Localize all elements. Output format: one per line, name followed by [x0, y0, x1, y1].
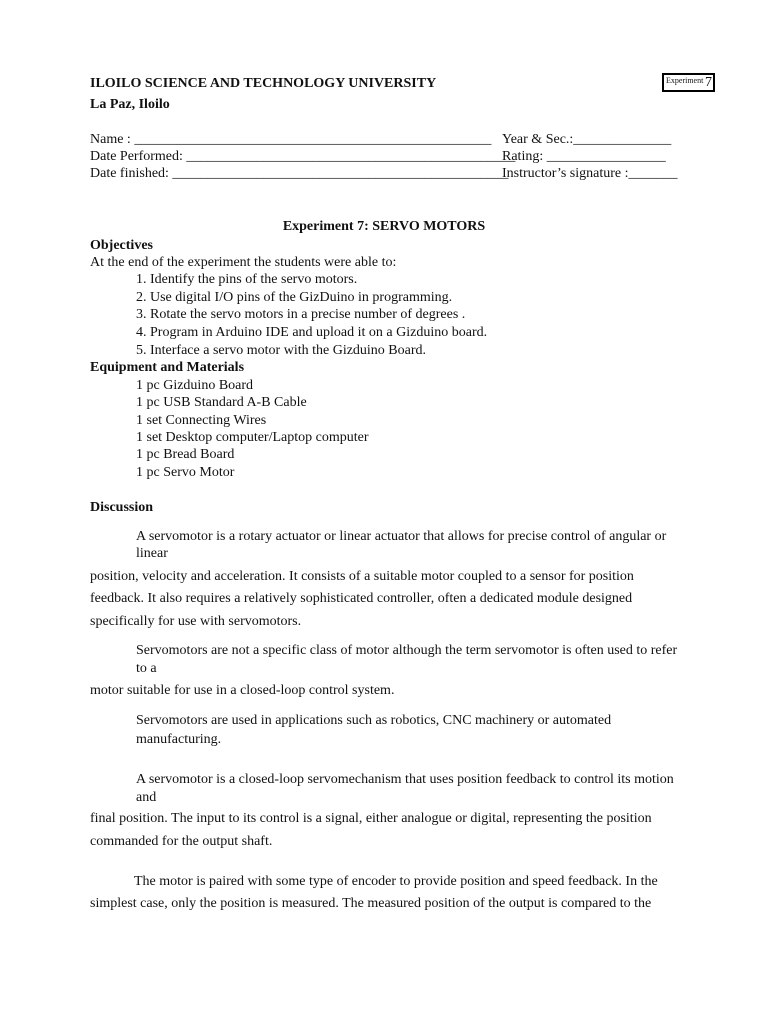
university-location: La Paz, Iloilo [90, 97, 170, 112]
equipment-item: 1 pc USB Standard A-B Cable [136, 395, 307, 410]
discussion-p3-line: Servomotors are used in applications such as robotics, CNC machinery or automated [136, 713, 612, 728]
discussion-p4-line: A servomotor is a closed-loop servomechanism that uses position feedback to control its motion [136, 772, 674, 787]
objective-item: 2. Use digital I/O pins of the GizDuino in programming. [136, 290, 453, 305]
objective-item: 4. Program in Arduino IDE and upload it on a Gizduino board. [136, 325, 488, 340]
discussion-p2-line: to a [136, 661, 157, 676]
rating-field: Rating: _________________ [502, 149, 666, 164]
discussion-p4-line: and [136, 790, 157, 805]
discussion-p3-line: manufacturing. [136, 732, 222, 747]
objective-item: 5. Interface a servo motor with the Gizduino Board. [136, 343, 427, 358]
date-performed-field-line: Date Performed: _______________________________________________ [90, 149, 516, 164]
equipment-item: 1 set Desktop computer/Laptop computer [136, 430, 369, 445]
experiment-box-number: 7 [705, 75, 712, 90]
discussion-p1-line: specifically for use with servomotors. [90, 614, 302, 629]
experiment-title: Experiment 7: SERVO MOTORS [282, 219, 486, 234]
university-name: ILOILO SCIENCE AND TECHNOLOGY UNIVERSITY [90, 76, 437, 91]
experiment-number-box [662, 73, 715, 92]
discussion-p1-line: linear [136, 546, 168, 561]
objective-item: 3. Rotate the servo motors in a precise number of degrees . [136, 307, 466, 322]
date-finished-field-line: Date finished: ________________________________________________ [90, 166, 509, 181]
discussion-p2-line: motor suitable for use in a closed-loop control system. [90, 683, 395, 698]
equipment-item: 1 set Connecting Wires [136, 413, 267, 428]
instructor-signature-field: Instructor’s signature :_______ [502, 166, 678, 181]
discussion-p1-line: position, velocity and acceleration. It consists of a suitable motor coupled to a sensor for position [90, 569, 634, 584]
discussion-p1-line: feedback. It also requires a relatively sophisticated controller, often a dedicated module designed [90, 591, 633, 606]
discussion-heading: Discussion [90, 500, 154, 515]
equipment-item: 1 pc Gizduino Board [136, 378, 254, 393]
discussion-p2-line: Servomotors are not a specific class of motor although the term servomotor is often used to refer [136, 643, 678, 658]
objectives-intro: At the end of the experiment the students were able to: [90, 255, 397, 270]
equipment-heading: Equipment and Materials [90, 360, 245, 375]
equipment-item: 1 pc Bread Board [136, 447, 235, 462]
name-field-line: Name : ___________________________________________________ [90, 132, 492, 147]
objectives-heading: Objectives [90, 238, 153, 253]
year-sec-field: Year & Sec.:______________ [502, 132, 672, 147]
discussion-p1-line: A servomotor is a rotary actuator or linear actuator that allows for precise control of angular or [136, 529, 667, 544]
objective-item: 1. Identify the pins of the servo motors. [136, 272, 358, 287]
discussion-p4-line: final position. The input to its control is a signal, either analogue or digital, representing the position [90, 811, 652, 826]
discussion-p5-line: The motor is paired with some type of encoder to provide position and speed feedback. In the [134, 874, 658, 889]
discussion-p5-line: simplest case, only the position is measured. The measured position of the output is compared to the [90, 896, 652, 911]
experiment-box-label: Experiment [666, 76, 704, 85]
equipment-item: 1 pc Servo Motor [136, 465, 235, 480]
discussion-p4-line: commanded for the output shaft. [90, 834, 273, 849]
